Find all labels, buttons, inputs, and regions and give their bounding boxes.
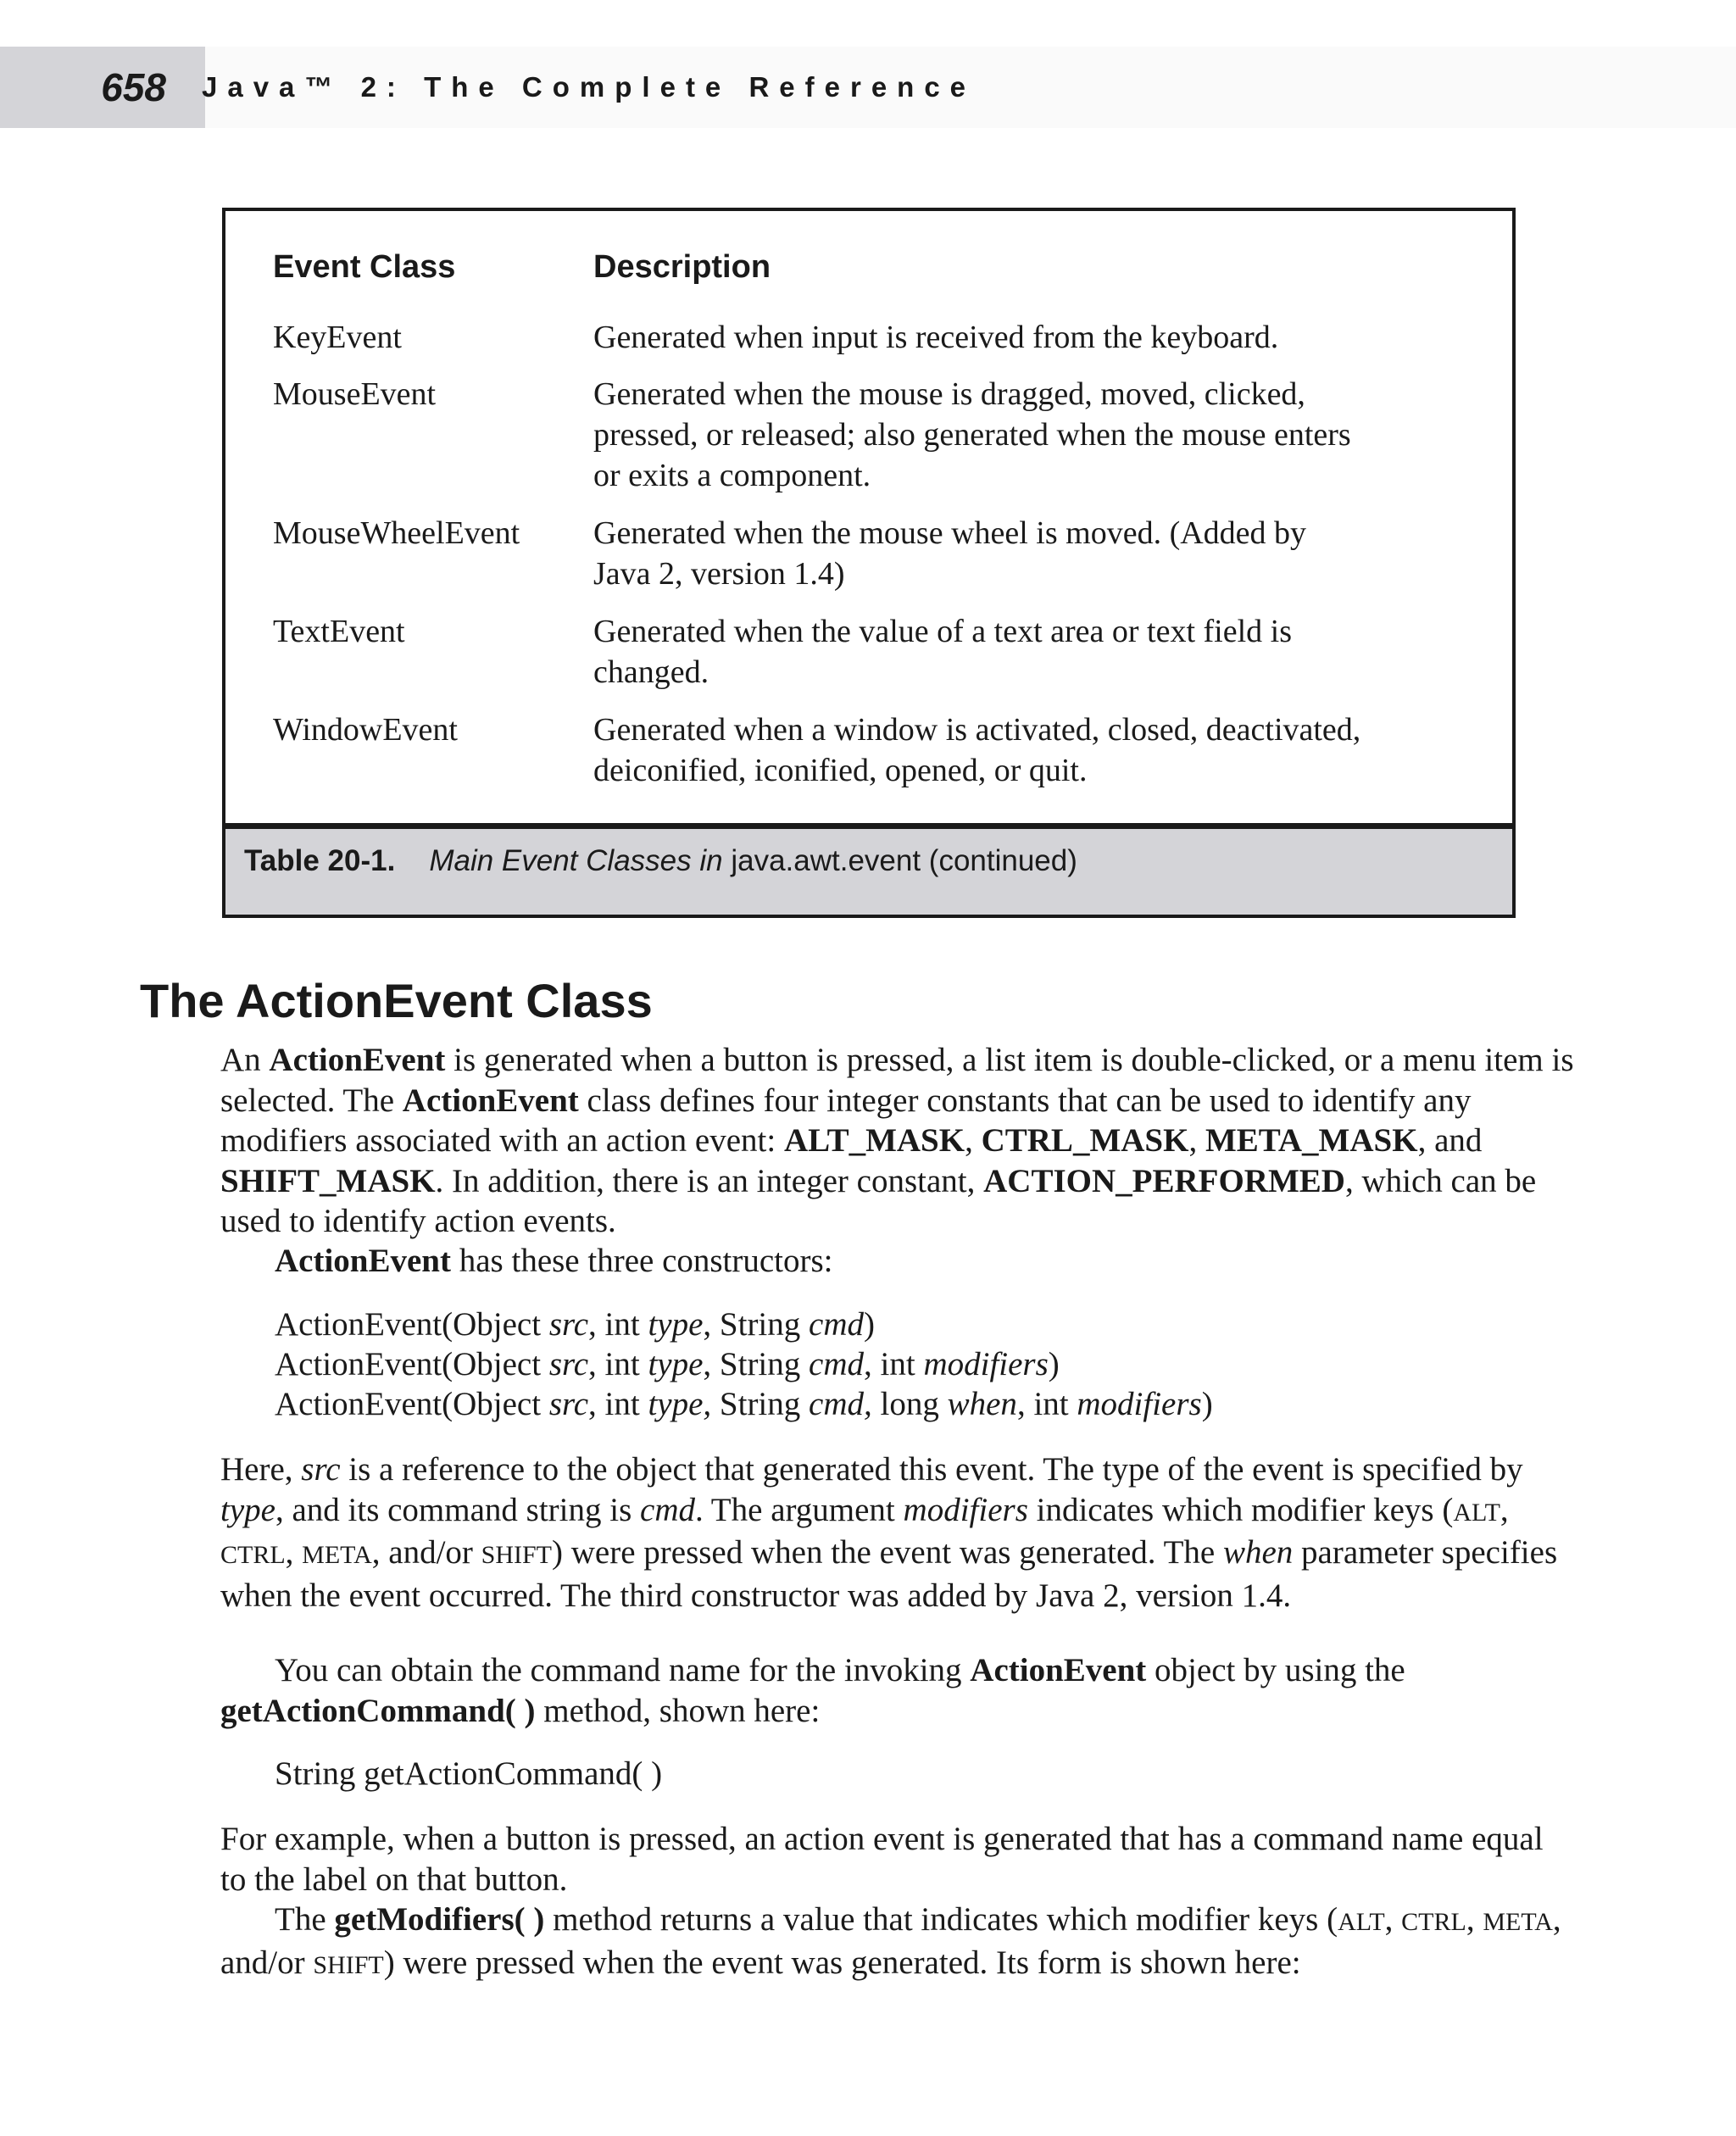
table-row bbox=[273, 513, 1495, 594]
running-title-text: Java™ 2: The Complete Reference bbox=[202, 71, 976, 103]
constructor-signature: ActionEvent(Object src, int type, String cmd, int modifiers) bbox=[275, 1346, 1060, 1382]
paragraph: Here, src is a reference to the object that generated this event. The type of the event is specified by type, and its command string is cmd. The argument modifiers indicates which modifier keys (ALT, CTRL, META, and/or SHIFT) were pressed when the event was generated. The when parameter specifies when the event occurred. The third constructor was added by Java 2, version 1.4. bbox=[220, 1451, 1558, 1614]
paragraph: You can obtain the command name for the invoking ActionEvent object by using the getActionCommand( ) method, shown here: bbox=[220, 1652, 1405, 1729]
table-number: Table 20-1. bbox=[244, 844, 396, 877]
table-body bbox=[225, 211, 1512, 823]
description-line: deiconified, iconified, opened, or quit. bbox=[593, 753, 1088, 788]
description-line: Generated when the value of a text area or text field is bbox=[593, 614, 1293, 649]
page-number: 658 bbox=[0, 47, 205, 128]
table-header-row bbox=[273, 249, 1495, 286]
description-line: pressed, or released; also generated when the mouse enters bbox=[593, 417, 1351, 453]
col-header-event-class: Event Class bbox=[273, 249, 456, 285]
paragraph: An ActionEvent is generated when a button is pressed, a list item is double-clicked, or a menu item is selected. The ActionEvent class defines four integer constants that can be used to identify any modifiers associated with an action event: ALT_MASK, CTRL_MASK, META_MASK, and SHIFT_MASK. In addition, there is an integer constant, ACTION_PERFORMED, which can be used to identify action events. bbox=[220, 1042, 1574, 1239]
table-row bbox=[273, 611, 1495, 693]
table-title-italic: Main Event Classes in bbox=[429, 844, 723, 877]
paragraph: For example, when a button is pressed, an action event is generated that has a command name equal to the label on that button. bbox=[220, 1821, 1544, 1898]
col-header-description: Description bbox=[593, 249, 771, 285]
table-title-rest: java.awt.event (continued) bbox=[731, 844, 1077, 877]
event-class-cell: KeyEvent bbox=[273, 320, 402, 355]
table-caption bbox=[225, 823, 1512, 915]
description-cell bbox=[593, 709, 1495, 791]
constructor-signature: ActionEvent(Object src, int type, String cmd, long when, int modifiers) bbox=[275, 1386, 1213, 1422]
description-cell bbox=[593, 317, 1495, 358]
event-class-cell: MouseWheelEvent bbox=[273, 515, 520, 551]
paragraph: The getModifiers( ) method returns a value that indicates which modifier keys (ALT, CTRL, META, and/or SHIFT) were pressed when the event was generated. Its form is shown here: bbox=[220, 1901, 1561, 1981]
description-line: Generated when the mouse is dragged, moved, clicked, bbox=[593, 376, 1305, 412]
description-line: or exits a component. bbox=[593, 458, 871, 493]
description-line: changed. bbox=[593, 654, 709, 690]
event-class-cell: MouseEvent bbox=[273, 376, 437, 412]
event-classes-table bbox=[222, 208, 1516, 918]
method-signature: String getActionCommand( ) bbox=[275, 1755, 663, 1792]
event-class-cell: TextEvent bbox=[273, 614, 405, 649]
description-cell bbox=[593, 374, 1495, 496]
table-row bbox=[273, 374, 1495, 496]
running-title bbox=[202, 47, 1736, 128]
section-heading: The ActionEvent Class bbox=[140, 974, 653, 1027]
constructor-signature: ActionEvent(Object src, int type, String cmd) bbox=[275, 1306, 876, 1343]
table-row bbox=[273, 317, 1495, 358]
description-cell bbox=[593, 513, 1495, 594]
description-line: Java 2, version 1.4) bbox=[593, 556, 845, 592]
description-line: Generated when input is received from the keyboard. bbox=[593, 320, 1279, 355]
description-line: Generated when the mouse wheel is moved. (Added by bbox=[593, 515, 1307, 551]
paragraph: ActionEvent has these three constructors: bbox=[275, 1243, 833, 1279]
table-row bbox=[273, 709, 1495, 791]
description-line: Generated when a window is activated, closed, deactivated, bbox=[593, 712, 1361, 748]
event-class-cell: WindowEvent bbox=[273, 712, 458, 748]
description-cell bbox=[593, 611, 1495, 693]
